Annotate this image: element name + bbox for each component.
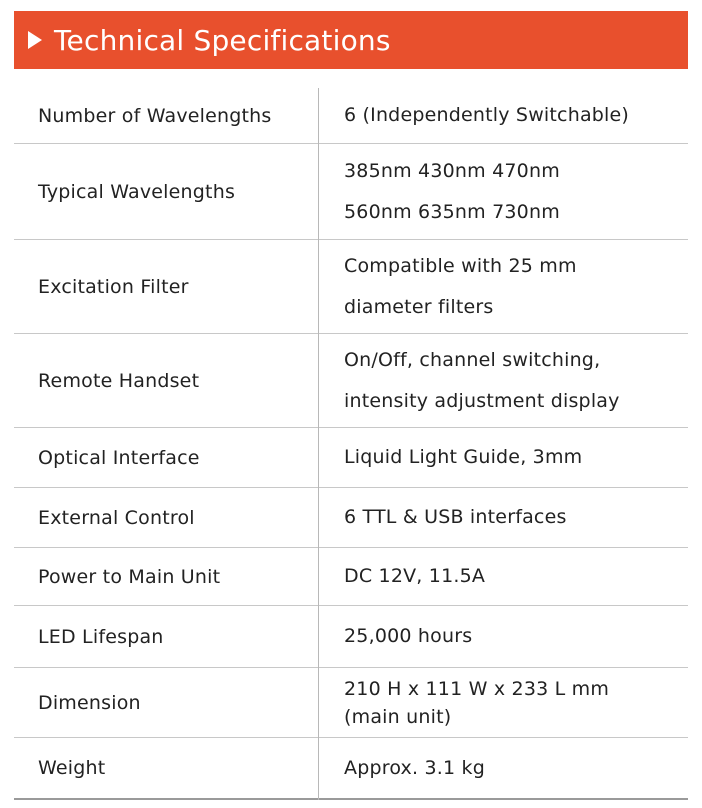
spec-value-line: DC 12V, 11.5A xyxy=(344,565,486,587)
spec-value xyxy=(318,334,688,427)
spec-value-line: 560nm 635nm 730nm xyxy=(344,200,560,223)
spec-row-weight xyxy=(14,738,688,800)
spec-value-line: intensity adjustment display xyxy=(344,389,620,412)
spec-value-line: 210 H x 111 W x 233 L mm xyxy=(344,677,610,700)
spec-value xyxy=(318,240,688,333)
spec-value-line: 6 (Independently Switchable) xyxy=(344,104,630,126)
spec-value-line: On/Off, channel switching, xyxy=(344,348,601,371)
spec-label: Dimension xyxy=(38,691,141,714)
spec-label: Remote Handset xyxy=(38,369,200,392)
column-divider xyxy=(318,88,319,800)
spec-value-line: Approx. 3.1 kg xyxy=(344,756,485,779)
spec-value-line: (main unit) xyxy=(344,705,452,728)
spec-label: Power to Main Unit xyxy=(38,565,221,588)
spec-value xyxy=(318,668,688,737)
spec-value xyxy=(318,428,688,487)
spec-value xyxy=(318,548,688,605)
spec-value xyxy=(318,144,688,239)
spec-value-line: Compatible with 25 mm xyxy=(344,254,577,277)
spec-value-line: 385nm 430nm 470nm xyxy=(344,159,560,182)
spec-label: External Control xyxy=(38,506,195,529)
spec-row-optical-interface xyxy=(14,428,688,488)
spec-value xyxy=(318,606,688,667)
section-header xyxy=(14,11,688,69)
spec-row-dimension xyxy=(14,668,688,738)
spec-label: LED Lifespan xyxy=(38,625,164,648)
spec-value-line: 25,000 hours xyxy=(344,625,473,647)
spec-value xyxy=(318,738,688,798)
spec-value xyxy=(318,488,688,547)
spec-row-external-control xyxy=(14,488,688,548)
spec-row-power-to-main-unit xyxy=(14,548,688,606)
spec-row-led-lifespan xyxy=(14,606,688,668)
spec-value-line: 6 TTL & USB interfaces xyxy=(344,506,567,528)
spec-value xyxy=(318,88,688,143)
spec-label: Weight xyxy=(38,757,106,779)
section-title: Technical Specifications xyxy=(54,23,391,57)
spec-label: Typical Wavelengths xyxy=(38,180,236,203)
spec-row-typical-wavelengths xyxy=(14,144,688,240)
spec-row-number-of-wavelengths xyxy=(14,88,688,144)
spec-value-line: Liquid Light Guide, 3mm xyxy=(344,446,583,468)
spec-value-line: diameter filters xyxy=(344,295,494,318)
spec-label: Number of Wavelengths xyxy=(38,104,272,127)
spec-table xyxy=(14,88,688,800)
spec-row-remote-handset xyxy=(14,334,688,428)
spec-row-excitation-filter xyxy=(14,240,688,334)
spec-label: Optical Interface xyxy=(38,446,200,469)
spec-label: Excitation Filter xyxy=(38,275,189,298)
play-arrow-icon xyxy=(28,31,42,49)
